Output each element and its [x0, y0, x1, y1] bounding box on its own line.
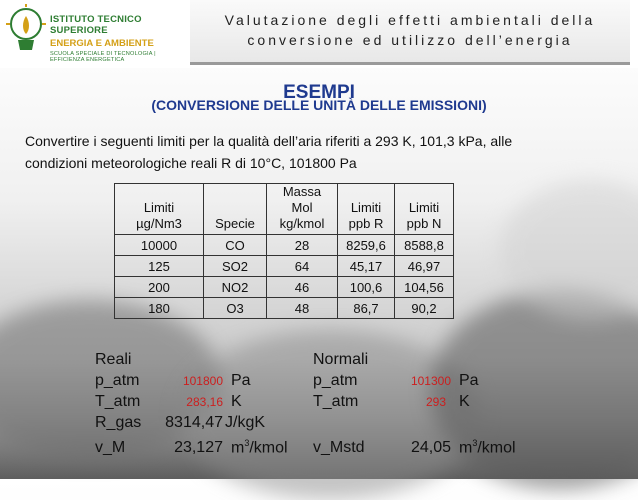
- header-limiti-unit: µg/Nm3: [136, 216, 182, 231]
- logo-line1: ISTITUTO TECNICO SUPERIORE: [50, 14, 142, 36]
- reali-title: Reali: [95, 351, 132, 368]
- cell-species: O3: [204, 298, 267, 319]
- reali-v-label: v_M: [95, 439, 126, 457]
- normali-p-value: 101300: [410, 374, 451, 388]
- cell-ppb-r: 45,17: [338, 256, 395, 277]
- section-subheading: (CONVERSIONE DELLE UNITÀ DELLE EMISSIONI): [151, 97, 487, 113]
- reali-r-unit: J/kgK: [225, 414, 266, 431]
- normali-v-unit: [459, 433, 516, 458]
- reali-v-unit-base: m: [231, 439, 245, 457]
- cell-species: CO: [204, 235, 267, 256]
- header-limiti-label: Limiti: [143, 200, 175, 215]
- normali-p-unit: Pa: [459, 372, 479, 389]
- cell-limit: 200: [115, 277, 204, 298]
- header: [0, 0, 638, 68]
- table-row: [115, 256, 454, 277]
- logo-line3: SCUOLA SPECIALE DI TECNOLOGIA | EFFICIENZA ENERGETICA: [50, 51, 156, 63]
- reali-t-unit: K: [231, 393, 242, 410]
- table-row: [115, 277, 454, 298]
- cell-mass: 64: [267, 256, 338, 277]
- cell-limit: 10000: [115, 235, 204, 256]
- reali-p-value: 101800: [182, 374, 223, 388]
- lightbulb-icon: [4, 4, 48, 62]
- exercise-text: [25, 130, 625, 174]
- normali-t-value: 293: [425, 395, 446, 409]
- header-ppb-n-unit: ppb N: [406, 216, 442, 231]
- logo-line2: ENERGIA E AMBIENTE: [50, 38, 154, 49]
- header-ppb-r: [338, 184, 395, 235]
- normali-v-unit-base: m: [459, 439, 473, 457]
- intro-line1: Convertire i seguenti limiti per la qualità dell’aria riferiti a 293 K, 101,3 kPa, alle: [25, 133, 513, 149]
- header-ppb-n-label: Limiti: [408, 200, 440, 215]
- reali-block: [95, 349, 315, 457]
- cell-ppb-n: 46,97: [395, 256, 454, 277]
- reali-v-unit-sup: 3: [244, 438, 250, 448]
- header-massa: [267, 184, 338, 235]
- reali-r-label: R_gas: [95, 414, 142, 431]
- normali-block: [313, 349, 533, 457]
- cell-ppb-n: 8588,8: [395, 235, 454, 256]
- reali-p-unit: Pa: [231, 372, 251, 389]
- reali-t-value: 283,16: [186, 395, 223, 409]
- normali-v-value: 24,05: [410, 439, 451, 457]
- cell-limit: 125: [115, 256, 204, 277]
- normali-t-unit: K: [459, 393, 470, 410]
- school-logo: [4, 4, 184, 64]
- header-specie: [204, 184, 267, 235]
- limits-table: [114, 183, 454, 319]
- header-specie-label: Specie: [215, 216, 255, 231]
- cell-limit: 180: [115, 298, 204, 319]
- cell-mass: 46: [267, 277, 338, 298]
- reali-t-label: T_atm: [95, 393, 141, 410]
- normali-v-unit-sup: 3: [472, 438, 478, 448]
- header-mol-label: Mol: [291, 200, 313, 215]
- intro-line2: condizioni meteorologiche reali R di 10°C, 101800 Pa: [25, 155, 357, 171]
- reali-p-label: p_atm: [95, 372, 140, 389]
- header-massa-label: Massa: [282, 184, 322, 199]
- header-ppb-n: [395, 184, 454, 235]
- header-massa-unit: kg/kmol: [279, 216, 325, 231]
- title-line2: conversione ed utilizzo dell’energia: [247, 32, 573, 48]
- normali-title: Normali: [313, 351, 369, 368]
- normali-t-label: T_atm: [313, 393, 359, 410]
- cell-mass: 48: [267, 298, 338, 319]
- reali-v-unit-tail: /kmol: [249, 439, 288, 457]
- reali-v-value: 23,127: [174, 439, 223, 457]
- cell-species: NO2: [204, 277, 267, 298]
- header-ppb-r-unit: ppb R: [348, 216, 384, 231]
- title-line1: Valutazione degli effetti ambientali della: [224, 12, 596, 28]
- section-heading: ESEMPI: [283, 82, 355, 103]
- table-row: [115, 298, 454, 319]
- normali-p-label: p_atm: [313, 372, 358, 389]
- cell-mass: 28: [267, 235, 338, 256]
- header-ppb-r-label: Limiti: [350, 200, 382, 215]
- cell-ppb-n: 104,56: [395, 277, 454, 298]
- normali-v-label: v_Mstd: [313, 439, 365, 457]
- slide-title: [190, 0, 630, 65]
- cell-ppb-r: 86,7: [338, 298, 395, 319]
- reali-v-unit: [231, 433, 288, 458]
- table-header-row: [115, 184, 454, 235]
- header-limiti: [115, 184, 204, 235]
- table-row: [115, 235, 454, 256]
- cell-ppb-n: 90,2: [395, 298, 454, 319]
- normali-v-unit-tail: /kmol: [477, 439, 516, 457]
- cell-ppb-r: 100,6: [338, 277, 395, 298]
- cell-ppb-r: 8259,6: [338, 235, 395, 256]
- cell-species: SO2: [204, 256, 267, 277]
- reali-r-value: 8314,47: [165, 414, 223, 431]
